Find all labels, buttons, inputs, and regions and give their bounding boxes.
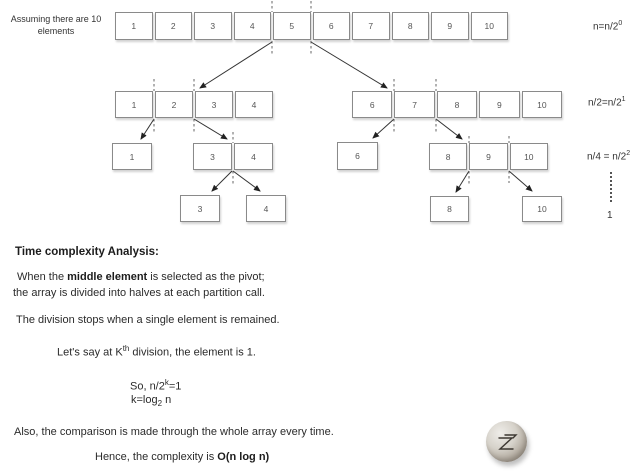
arrow-l1left-b (194, 119, 227, 139)
array-level3-c (430, 196, 469, 222)
array-cell: 10 (522, 91, 562, 118)
arrow-l2b-left (212, 171, 232, 191)
array-cell: 6 (352, 91, 392, 118)
bold-complexity: O(n log n) (217, 451, 270, 463)
assumption-note-line1: Assuming there are 10 (10, 14, 102, 24)
arrow-l1left-a (141, 119, 154, 139)
analysis-kth-division: Let's say at $K^{th}$ division, the element is 1. (57, 344, 256, 359)
array-level3-a (180, 195, 220, 222)
analysis-conclusion: Hence, the complexity is O(n log n) (95, 451, 270, 463)
array-level3-b (246, 195, 286, 222)
level-label-1: $n/2=n/2^1$ (588, 96, 626, 109)
array-cell: 3 (180, 195, 220, 222)
array-cell: 4 (234, 143, 273, 170)
array-cell: 8 (429, 143, 467, 170)
analysis-comparison: Also, the comparison is made through the whole array every time. (14, 426, 334, 438)
arrow-l2d-right (509, 171, 532, 191)
analysis-division-stop: The division stops when a single element is remained. (16, 314, 280, 326)
array-cell: 8 (437, 91, 477, 118)
array-cell: 9 (479, 91, 519, 118)
array-cell: 7 (394, 91, 434, 118)
array-cell: 8 (392, 12, 430, 40)
array-cell: 2 (155, 91, 193, 118)
arrow-l2d-left (456, 171, 469, 192)
analysis-pivot-line1: When the middle element is selected as the pivot; (17, 271, 265, 283)
level-label-2: $n/4 = n/2^2$ (587, 150, 631, 163)
bold-middle-element: middle element (67, 271, 148, 283)
array-level2-b (193, 143, 273, 170)
array-cell: 4 (234, 12, 272, 40)
array-cell: 7 (352, 12, 390, 40)
array-cell: 9 (431, 12, 469, 40)
arrow-l1right-a (373, 119, 394, 138)
level-label-0: $n=n/2^0$ (593, 20, 623, 33)
equation-k-log: $k=\log_2$ n (131, 394, 172, 409)
array-cell: 1 (115, 91, 153, 118)
array-level1-left (115, 91, 273, 118)
arrow-l2b-right (233, 171, 260, 191)
array-cell: 9 (469, 143, 507, 170)
array-cell: 8 (430, 196, 469, 222)
array-level2-c (337, 142, 378, 170)
array-cell: 3 (193, 143, 232, 170)
analysis-pivot-line2: the array is divided into halves at each partition call. (13, 287, 265, 299)
array-cell: 10 (510, 143, 548, 170)
arrow-l1right-b (436, 119, 462, 139)
arrow-root-right (311, 42, 387, 88)
array-cell: 2 (155, 12, 193, 40)
double-z-icon (493, 428, 521, 456)
array-cell: 10 (522, 196, 562, 222)
array-cell: 6 (337, 142, 378, 170)
equation-n-over-2k: So, $n/2^k=1$ (130, 378, 182, 393)
array-cell: 1 (115, 12, 153, 40)
array-cell: 6 (313, 12, 351, 40)
watermark-logo (486, 421, 527, 462)
array-cell: 3 (194, 12, 232, 40)
analysis-heading: Time complexity Analysis: (15, 246, 159, 258)
array-cell: 1 (112, 143, 152, 170)
array-cell: 5 (273, 12, 311, 40)
assumption-note-line2: elements (37, 26, 75, 36)
array-cell: 10 (471, 12, 509, 40)
array-level3-d (522, 196, 562, 222)
array-level2-d (429, 143, 548, 170)
array-level0 (115, 12, 508, 40)
level-label-final: 1 (607, 210, 613, 221)
array-cell: 4 (235, 91, 273, 118)
arrow-root-left (200, 42, 272, 88)
array-level2-a (112, 143, 152, 170)
array-cell: 4 (246, 195, 286, 222)
array-level1-right (352, 91, 562, 118)
array-cell: 3 (195, 91, 233, 118)
